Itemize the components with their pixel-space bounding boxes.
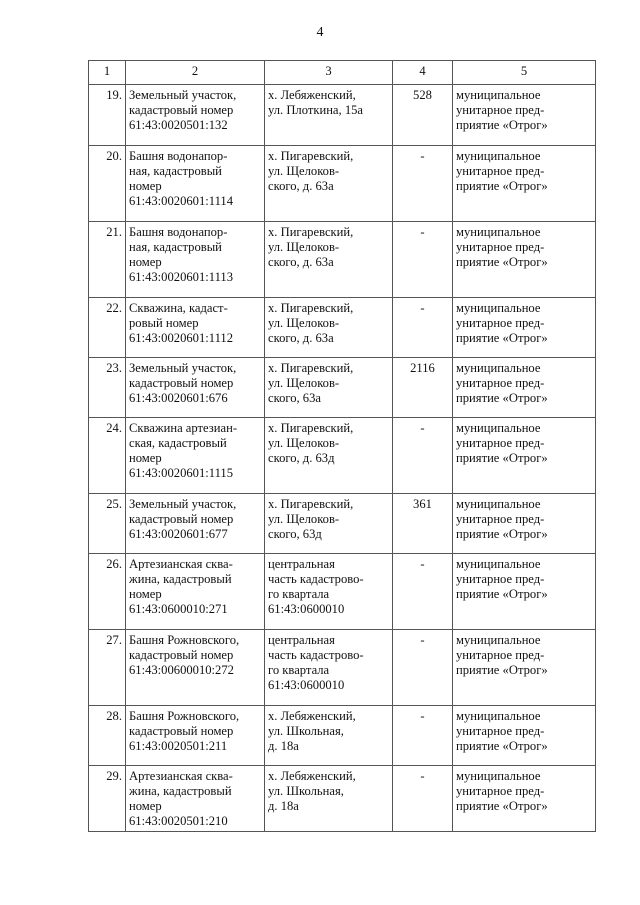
owner-cell — [453, 146, 596, 222]
column-header: 5 — [453, 61, 596, 85]
address-line: ул. Щелоков- — [268, 436, 340, 450]
address-line: д. 18а — [268, 739, 299, 753]
table-row — [89, 766, 596, 832]
address-cell — [265, 706, 393, 766]
owner-line: приятие «Отрог» — [456, 179, 548, 193]
header-row — [89, 61, 596, 85]
owner-line: унитарное пред- — [456, 648, 545, 662]
address-line: ского, д. 63а — [268, 255, 334, 269]
address-line: д. 18а — [268, 799, 299, 813]
address-line: 61:43:0600010 — [268, 602, 345, 616]
address-line: го квартала — [268, 587, 330, 601]
object-description-line: Скважина, кадаст- — [129, 301, 228, 315]
address-line: ул. Щелоков- — [268, 316, 340, 330]
owner-line: муниципальное — [456, 557, 541, 571]
owner-cell — [453, 222, 596, 298]
object-description-line: Башня Рожновского, — [129, 709, 240, 723]
owner-line: муниципальное — [456, 88, 541, 102]
object-description-cell — [126, 85, 265, 146]
table-header — [89, 61, 596, 85]
object-description-line: кадастровый номер — [129, 376, 234, 390]
area-cell: - — [393, 222, 453, 298]
owner-cell — [453, 554, 596, 630]
address-line: ского, 63а — [268, 391, 321, 405]
object-description-line: 61:43:0020601:1113 — [129, 270, 234, 284]
column-header: 1 — [89, 61, 126, 85]
area-cell: 361 — [393, 494, 453, 554]
object-description-line: Скважина артезиан- — [129, 421, 238, 435]
area-cell: - — [393, 766, 453, 832]
owner-cell — [453, 766, 596, 832]
object-description-line: кадастровый номер — [129, 648, 234, 662]
object-description-cell — [126, 358, 265, 418]
address-line: го квартала — [268, 663, 330, 677]
address-line: ул. Щелоков- — [268, 240, 340, 254]
address-line: х. Пигаревский, — [268, 225, 354, 239]
address-line: х. Лебяженский, — [268, 769, 356, 783]
address-cell — [265, 554, 393, 630]
object-description-cell — [126, 298, 265, 358]
row-number-cell: 25. — [89, 494, 126, 554]
object-description-line: номер — [129, 255, 162, 269]
object-description-line: Башня водонапор- — [129, 225, 228, 239]
area-cell: - — [393, 298, 453, 358]
object-description-line: 61:43:00600010:272 — [129, 663, 234, 677]
object-description-line: ная, кадастровый — [129, 240, 222, 254]
area-cell: - — [393, 630, 453, 706]
address-cell — [265, 766, 393, 832]
table-row — [89, 494, 596, 554]
owner-line: унитарное пред- — [456, 724, 545, 738]
row-number-cell: 20. — [89, 146, 126, 222]
owner-line: приятие «Отрог» — [456, 391, 548, 405]
object-description-line: Земельный участок, — [129, 497, 237, 511]
table-row — [89, 630, 596, 706]
row-number-cell: 29. — [89, 766, 126, 832]
property-registry-table — [88, 60, 596, 832]
object-description-line: Башня Рожновского, — [129, 633, 240, 647]
object-description-cell — [126, 554, 265, 630]
object-description-line: кадастровый номер — [129, 512, 234, 526]
owner-line: муниципальное — [456, 769, 541, 783]
owner-line: унитарное пред- — [456, 240, 545, 254]
address-line: ского, 63д — [268, 527, 322, 541]
owner-line: приятие «Отрог» — [456, 331, 548, 345]
row-number-cell: 23. — [89, 358, 126, 418]
page-number: 4 — [316, 25, 324, 40]
column-header: 3 — [265, 61, 393, 85]
row-number-cell: 21. — [89, 222, 126, 298]
table-row — [89, 146, 596, 222]
owner-line: приятие «Отрог» — [456, 799, 548, 813]
object-description-line: 61:43:0020601:1115 — [129, 466, 234, 480]
owner-cell — [453, 494, 596, 554]
object-description-cell — [126, 494, 265, 554]
object-description-line: 61:43:0020601:677 — [129, 527, 228, 541]
object-description-line: номер — [129, 179, 162, 193]
table-row — [89, 554, 596, 630]
object-description-cell — [126, 766, 265, 832]
object-description-line: 61:43:0020501:211 — [129, 739, 228, 753]
row-number-cell: 24. — [89, 418, 126, 494]
object-description-line: 61:43:0020601:676 — [129, 391, 228, 405]
object-description-line: кадастровый номер — [129, 103, 234, 117]
object-description-line: 61:43:0020501:132 — [129, 118, 228, 132]
address-line: х. Пигаревский, — [268, 149, 354, 163]
address-line: ул. Щелоков- — [268, 376, 340, 390]
address-line: х. Лебяженский, — [268, 88, 356, 102]
address-line: центральная — [268, 633, 335, 647]
address-line: ул. Плоткина, 15а — [268, 103, 364, 117]
owner-cell — [453, 630, 596, 706]
object-description-line: Башня водонапор- — [129, 149, 228, 163]
owner-line: приятие «Отрог» — [456, 255, 548, 269]
object-description-line: кадастровый номер — [129, 724, 234, 738]
owner-line: унитарное пред- — [456, 164, 545, 178]
address-cell — [265, 298, 393, 358]
table-body — [89, 85, 596, 832]
object-description-line: Земельный участок, — [129, 361, 237, 375]
area-cell: 2116 — [393, 358, 453, 418]
table-row — [89, 85, 596, 146]
row-number-cell: 27. — [89, 630, 126, 706]
table-row — [89, 222, 596, 298]
owner-line: муниципальное — [456, 497, 541, 511]
object-description-line: жина, кадастровый — [129, 784, 232, 798]
owner-line: унитарное пред- — [456, 436, 545, 450]
object-description-line: жина, кадастровый — [129, 572, 232, 586]
address-line: часть кадастрово- — [268, 572, 364, 586]
area-cell: - — [393, 418, 453, 494]
address-line: ул. Щелоков- — [268, 512, 340, 526]
table-row — [89, 418, 596, 494]
owner-line: муниципальное — [456, 633, 541, 647]
area-cell: - — [393, 554, 453, 630]
address-line: часть кадастрово- — [268, 648, 364, 662]
owner-line: муниципальное — [456, 301, 541, 315]
owner-line: унитарное пред- — [456, 512, 545, 526]
owner-line: приятие «Отрог» — [456, 451, 548, 465]
owner-line: муниципальное — [456, 149, 541, 163]
owner-line: муниципальное — [456, 225, 541, 239]
address-cell — [265, 358, 393, 418]
address-line: ского, д. 63а — [268, 331, 334, 345]
column-header: 2 — [126, 61, 265, 85]
row-number-cell: 28. — [89, 706, 126, 766]
address-line: х. Пигаревский, — [268, 421, 354, 435]
object-description-cell — [126, 706, 265, 766]
address-line: ул. Школьная, — [268, 784, 344, 798]
address-line: х. Пигаревский, — [268, 301, 354, 315]
object-description-cell — [126, 418, 265, 494]
address-cell — [265, 630, 393, 706]
area-cell: - — [393, 146, 453, 222]
address-line: ул. Школьная, — [268, 724, 344, 738]
object-description-line: Артезианская сква- — [129, 769, 233, 783]
address-cell — [265, 494, 393, 554]
object-description-cell — [126, 146, 265, 222]
owner-cell — [453, 706, 596, 766]
row-number-cell: 26. — [89, 554, 126, 630]
table-row — [89, 358, 596, 418]
address-line: х. Пигаревский, — [268, 497, 354, 511]
owner-cell — [453, 298, 596, 358]
address-cell — [265, 222, 393, 298]
table-row — [89, 298, 596, 358]
address-line: ул. Щелоков- — [268, 164, 340, 178]
object-description-line: 61:43:0600010:271 — [129, 602, 228, 616]
object-description-line: номер — [129, 799, 162, 813]
address-cell — [265, 146, 393, 222]
row-number-cell: 22. — [89, 298, 126, 358]
object-description-line: номер — [129, 587, 162, 601]
owner-line: унитарное пред- — [456, 572, 545, 586]
address-line: 61:43:0600010 — [268, 678, 345, 692]
owner-cell — [453, 85, 596, 146]
object-description-line: 61:43:0020601:1112 — [129, 331, 234, 345]
object-description-line: ная, кадастровый — [129, 164, 222, 178]
address-line: ского, д. 63а — [268, 179, 334, 193]
object-description-cell — [126, 630, 265, 706]
address-line: х. Лебяженский, — [268, 709, 356, 723]
object-description-line: 61:43:0020601:1114 — [129, 194, 234, 208]
area-cell: - — [393, 706, 453, 766]
address-line: х. Пигаревский, — [268, 361, 354, 375]
owner-line: приятие «Отрог» — [456, 663, 548, 677]
owner-line: унитарное пред- — [456, 376, 545, 390]
owner-line: унитарное пред- — [456, 103, 545, 117]
owner-cell — [453, 418, 596, 494]
owner-line: муниципальное — [456, 709, 541, 723]
owner-line: муниципальное — [456, 421, 541, 435]
address-line: ского, д. 63д — [268, 451, 335, 465]
address-cell — [265, 85, 393, 146]
row-number-cell: 19. — [89, 85, 126, 146]
owner-line: приятие «Отрог» — [456, 587, 548, 601]
area-cell: 528 — [393, 85, 453, 146]
owner-line: муниципальное — [456, 361, 541, 375]
owner-line: приятие «Отрог» — [456, 118, 548, 132]
object-description-line: Артезианская сква- — [129, 557, 233, 571]
column-header: 4 — [393, 61, 453, 85]
address-cell — [265, 418, 393, 494]
object-description-line: ровый номер — [129, 316, 199, 330]
object-description-cell — [126, 222, 265, 298]
object-description-line: номер — [129, 451, 162, 465]
object-description-line: 61:43:0020501:210 — [129, 814, 228, 828]
address-line: центральная — [268, 557, 335, 571]
owner-line: приятие «Отрог» — [456, 527, 548, 541]
owner-line: унитарное пред- — [456, 316, 545, 330]
owner-cell — [453, 358, 596, 418]
table-row — [89, 706, 596, 766]
object-description-line: ская, кадастровый — [129, 436, 227, 450]
owner-line: приятие «Отрог» — [456, 739, 548, 753]
owner-line: унитарное пред- — [456, 784, 545, 798]
object-description-line: Земельный участок, — [129, 88, 237, 102]
